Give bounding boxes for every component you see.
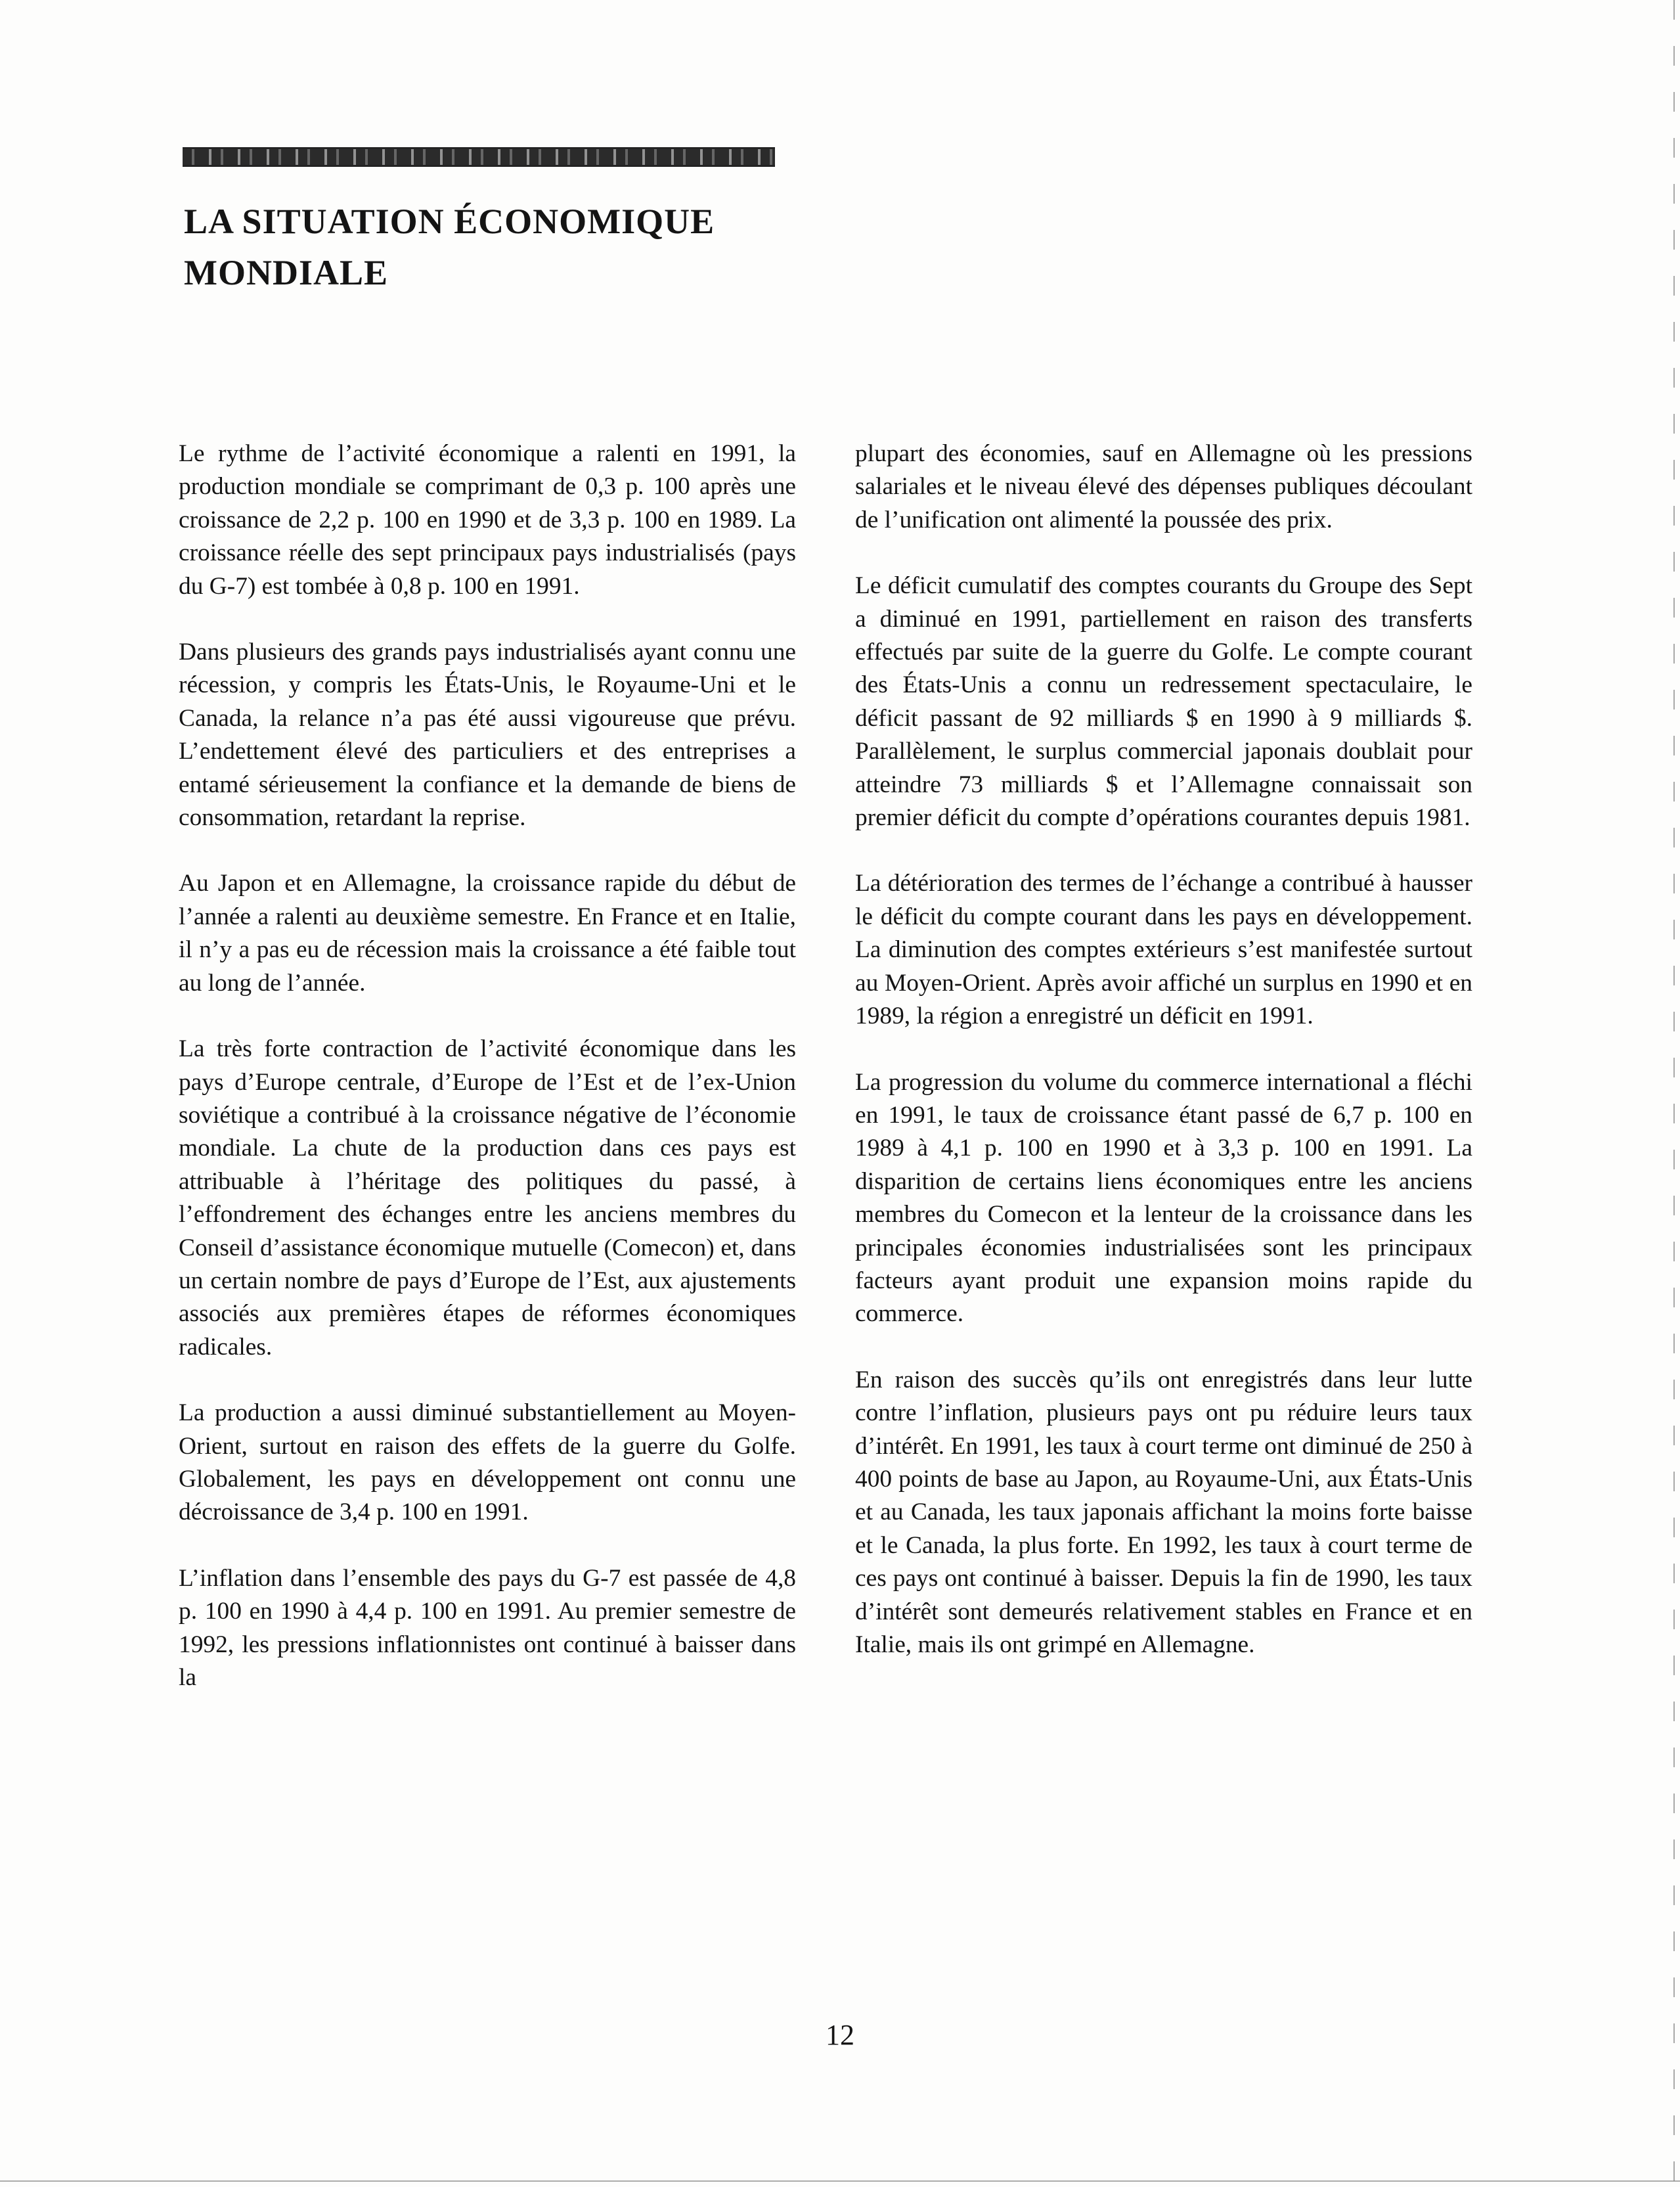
page-number: 12 (826, 2019, 854, 2051)
paragraph: Au Japon et en Allemagne, la croissance rapide du début de l’année a ralenti au deuxième semestre. En France et en Italie, il n’y a pas eu de récession mais la croissance a été faible tout au long de l’année. (179, 870, 796, 997)
paragraph: La progression du volume du commerce international a fléchi en 1991, le taux de croissance étant passé de 6,7 p. 100 en 1989 à 4,1 p. 100 en 1990 et à 3,3 p. 100 en 1991. La disparition de certains liens économiques entre les anciens membres du Comecon et la lenteur de la croissance dans les principales économies industrialisées sont les principaux facteurs ayant produit une expansion moins rapide du commerce. (855, 1068, 1472, 1328)
page-title-line-2: MONDIALE (184, 253, 389, 292)
page-title (184, 196, 841, 298)
left-column (179, 438, 796, 1727)
paragraph: L’inflation dans l’ensemble des pays du G-7 est passée de 4,8 p. 100 en 1990 à 4,4 p. 100 en 1991. Au premier semestre de 1992, les pressions inflationnistes ont continué à baisser dans la (179, 1564, 796, 1691)
scan-edge-bottom (0, 2180, 1680, 2182)
right-column (855, 438, 1472, 1694)
paragraph: La détérioration des termes de l’échange a contribué à hausser le déficit du compte courant dans les pays en développement. La diminution des comptes extérieurs s’est manifestée surtout au Moyen-Orient. Après avoir affiché un surplus en 1990 et en 1989, la région a enregistré un déficit en 1991. (855, 870, 1472, 1030)
paragraph: En raison des succès qu’ils ont enregistrés dans leur lutte contre l’inflation, plusieurs pays ont pu réduire leurs taux d’intérêt. En 1991, les taux à court terme ont diminué de 250 à 400 points de base au Japon, au Royaume-Uni, aux États-Unis et au Canada, les taux japonais affichant la moins forte baisse et le Canada, la plus forte. En 1992, les taux à court terme de ces pays ont continué à baisser. Depuis la fin de 1990, les taux d’intérêt sont demeurés relativement stables en France et en Italie, mais ils ont grimpé en Allemagne. (855, 1366, 1472, 1658)
decorative-header-rule (183, 147, 775, 167)
page-title-line-1: LA SITUATION ÉCONOMIQUE (184, 202, 715, 241)
paragraph: La très forte contraction de l’activité économique dans les pays d’Europe centrale, d’Europe de l’Est et de l’ex-Union soviétique a contribué à la croissance négative de l’économie mondiale. La chute de la production dans ces pays est attribuable à l’héritage des politiques du passé, à l’effondrement des échanges entre les anciens membres du Conseil d’assistance économique mutuelle (Comecon) et, dans un certain nombre de pays d’Europe de l’Est, aux ajustements associés aux premières étapes de réformes économiques radicales. (179, 1035, 796, 1361)
scan-edge-right (1673, 0, 1675, 2187)
paragraph: Le déficit cumulatif des comptes courants du Groupe des Sept a diminué en 1991, partiellement en raison des transferts effectués par suite de la guerre du Golfe. Le compte courant des États-Unis a connu un redressement spectaculaire, le déficit passant de 92 milliards $ en 1990 à 9 milliards $. Parallèlement, le surplus commercial japonais doublait pour atteindre 73 milliards $ et l’Allemagne connaissait son premier déficit du compte d’opérations courantes depuis 1981. (855, 572, 1472, 832)
paragraph: La production a aussi diminué substantiellement au Moyen-Orient, surtout en raison des effets de la guerre du Golfe. Globalement, les pays en développement ont connu une décroissance de 3,4 p. 100 en 1991. (179, 1399, 796, 1526)
paragraph: plupart des économies, sauf en Allemagne où les pressions salariales et le niveau élevé des dépenses publiques découlant de l’unification ont alimenté la poussée des prix. (855, 440, 1472, 533)
paragraph: Le rythme de l’activité économique a ralenti en 1991, la production mondiale se comprimant de 0,3 p. 100 après une croissance de 2,2 p. 100 en 1990 et de 3,3 p. 100 en 1989. La croissance réelle des sept principaux pays industrialisés (pays du G-7) est tombée à 0,8 p. 100 en 1991. (179, 440, 796, 600)
paragraph: Dans plusieurs des grands pays industrialisés ayant connu une récession, y compris les États-Unis, le Royaume-Uni et le Canada, la relance n’a pas été aussi vigoureuse que prévu. L’endettement élevé des particuliers et des entreprises a entamé sérieusement la confiance et la demande de biens de consommation, retardant la reprise. (179, 639, 796, 832)
